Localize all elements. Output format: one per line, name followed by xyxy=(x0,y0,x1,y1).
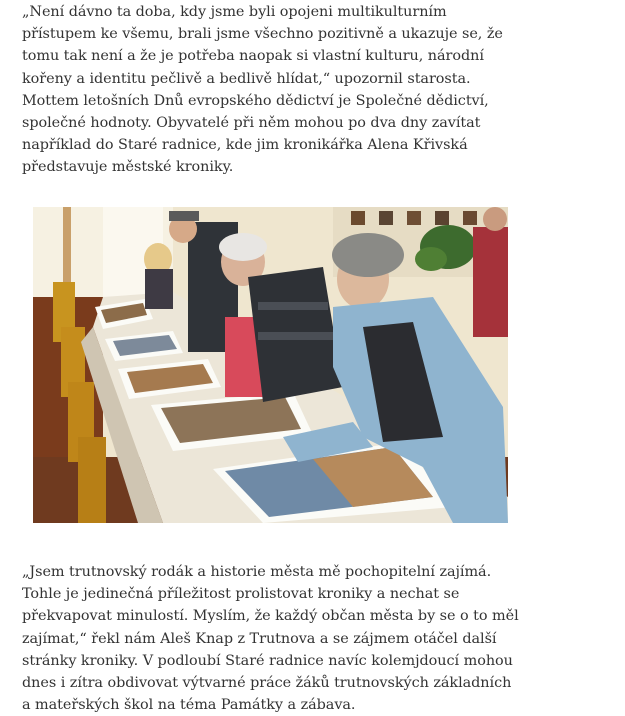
wall-picture xyxy=(435,211,449,225)
visitor xyxy=(473,227,508,337)
wall-picture xyxy=(463,211,477,225)
wall-picture xyxy=(407,211,421,225)
article-paragraph-1: „Není dávno ta doba, kdy jsme byli opojeni multikulturním přístupem ke všemu, brali jsme všechno pozitivně a ukazuje se, že tomu tak není a že je potřeba naopak si vlastní kulturu, národní kořeny a identitu pečlivě a bedlivě hlídat,“ upozornil starosta. Mottem letošních Dnů evropského dědictví je Společné dědictví, společné hodnoty. Obyvatelé při něm mohou po dva dny zavítat například do Staré radnice, kde jim kronikářka Alena Křivská představuje městské kroniky. xyxy=(22,4,503,176)
article-photo-chronicle-viewing xyxy=(33,207,508,523)
wall-picture xyxy=(351,211,365,225)
wall-picture xyxy=(379,211,393,225)
article-paragraph-2: „Jsem trutnovský rodák a historie města mě pochopitelní zajímá. Tohle je jedinečná příležitost prolistovat kroniky a nechat se překvapovat minulostí. Myslím, že každý občan města by se o to měl zajímat,“ řekl nám Aleš Knap z Trutnova a se zájmem otáčel další stránky kroniky. V podloubí Staré radnice navíc kolemjdoucí mohou dnes i zítra obdivovat výtvarné práce žáků trutnovských základních a mateřských škol na téma Památky a zábava. xyxy=(22,564,519,714)
chair xyxy=(78,437,106,523)
